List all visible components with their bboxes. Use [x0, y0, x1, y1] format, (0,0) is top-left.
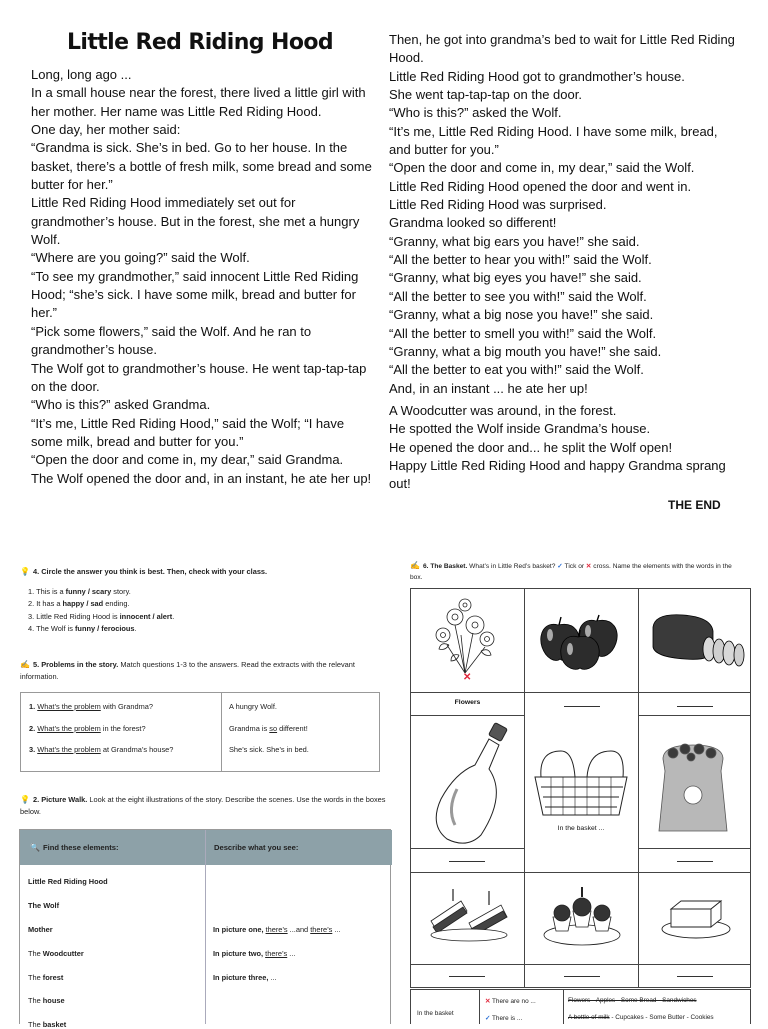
lightbulb-icon: 💡	[20, 795, 30, 804]
description-text: ...	[332, 925, 341, 934]
q5-column-divider	[221, 693, 222, 771]
element-name: forest	[42, 973, 64, 982]
story-paragraph: “All the better to see you with!” said the Wolf.	[389, 288, 647, 304]
q6-heading: ✍ 6. The Basket. What’s in Little Red’s basket? ✓ Tick or ✕ cross. Name the elements with the words in the box.	[410, 561, 732, 581]
q5-question-rest: in the forest?	[100, 724, 146, 733]
picture-description	[213, 949, 295, 958]
q5-question	[29, 724, 146, 733]
story-paragraph: Then, he got into grandma’s bed to wait for Little Red Riding Hood.	[389, 32, 735, 66]
picture-walk-element	[28, 877, 108, 886]
description-keyword: there’s	[310, 925, 333, 934]
q4-item-options[interactable]: happy / sad	[62, 599, 104, 609]
q4-item-text: 1. This is a	[28, 587, 66, 596]
story-paragraph: “To see my grandmother,” said innocent Little Red Riding Hood; “she’s sick. I have some milk, bread and butter for her.”	[31, 268, 359, 321]
basket-items-grid	[410, 588, 751, 988]
magnifier-icon: 🔍	[30, 843, 40, 852]
tick-icon: ✓	[557, 563, 563, 570]
picture-description	[213, 925, 341, 934]
q5-answer-text: different!	[277, 724, 308, 733]
story-paragraph: “Open the door and come in, my dear,” said the Wolf.	[389, 160, 695, 176]
story-paragraph: Little Red Riding Hood got to grandmother’s house.	[389, 68, 685, 84]
answer-blank[interactable]	[677, 976, 713, 977]
sandwiches-illustration	[429, 887, 509, 943]
q5-answer	[229, 745, 309, 754]
story-paragraph: “All the better to hear you with!” said the Wolf.	[389, 252, 652, 268]
answer-blank[interactable]	[564, 976, 600, 977]
cross-icon: ✕	[585, 563, 592, 570]
picture-walk-header	[20, 830, 392, 865]
the-end: THE END	[668, 498, 721, 512]
bread-illustration	[647, 609, 747, 669]
description-text: ...	[287, 949, 296, 958]
story-paragraph: In a small house near the forest, there lived a little girl with her mother. Her name was Little Red Riding Hood.	[31, 85, 366, 119]
word-list-line-1: Flowers - Apples - Some Bread - Sandwiches	[568, 997, 697, 1004]
picture-walk-element	[28, 901, 59, 910]
element-name: Mother	[28, 925, 53, 934]
story-paragraph: Long, long ago ...	[31, 67, 132, 82]
element-name: The Wolf	[28, 901, 60, 910]
q5-answer-text: Grandma is	[229, 724, 270, 733]
story-paragraph: Little Red Riding Hood immediately set out for grandmother’s house. But in the forest, she met a hungry Wolf.	[31, 195, 360, 248]
writing-hand-icon: ✍	[20, 660, 30, 669]
element-name: Woodcutter	[42, 949, 84, 958]
story-paragraph: “All the better to smell you with!” said the Wolf.	[389, 325, 657, 341]
cross-icon: ✕	[485, 998, 491, 1005]
picture-walk-element	[28, 1020, 66, 1029]
story-paragraph: “Open the door and come in, my dear,” said Grandma.	[31, 452, 344, 468]
q5-answer-emphasis: so	[269, 724, 278, 733]
q4-item-options[interactable]: funny / ferocious	[74, 624, 135, 634]
element-name: basket	[42, 1020, 67, 1029]
flowers-illustration	[425, 595, 505, 675]
word-box-row-label: In the basket	[417, 1010, 454, 1017]
story-paragraph: “Who is this?” asked the Wolf.	[389, 105, 562, 121]
q5-number: 2.	[29, 724, 36, 733]
q4-item-text: story.	[111, 587, 131, 596]
story-paragraph: “All the better to eat you with!” said the Wolf.	[389, 362, 644, 378]
q4-item	[28, 598, 174, 610]
element-name: house	[42, 996, 65, 1005]
story-paragraph: “Granny, what a big mouth you have!” she said.	[389, 343, 662, 359]
q5-question-stem: What’s the problem	[37, 702, 101, 711]
tick-icon: ✓	[485, 1015, 491, 1022]
q5-question-stem: What’s the problem	[37, 724, 101, 733]
story-left-column	[31, 66, 376, 488]
story-paragraph: She went tap-tap-tap on the door.	[389, 87, 582, 103]
q4-item-options[interactable]: innocent / alert	[119, 611, 173, 621]
q5-question	[29, 745, 173, 754]
description-text: ...and	[287, 925, 311, 934]
word-box-negative: ✕ There are no ...	[485, 998, 536, 1005]
q5-answer-text: She’s sick. She’s in bed.	[229, 745, 309, 754]
story-paragraph: “Where are you going?” said the Wolf.	[31, 250, 250, 266]
picture-walk-table	[19, 829, 391, 1029]
q5-question-stem: What’s the problem	[37, 745, 101, 754]
picture-walk-element	[28, 996, 65, 1005]
element-prefix: The	[28, 973, 43, 982]
story-paragraph: “Who is this?” asked Grandma.	[31, 397, 211, 413]
q4-item-text: 4. The Wolf is	[28, 624, 75, 634]
story-paragraph: “Granny, what big eyes you have!” she said.	[389, 270, 642, 286]
q4-item-text: ending.	[103, 599, 130, 609]
story-paragraph: A Woodcutter was around, in the forest.	[389, 402, 617, 418]
q4-item	[28, 611, 174, 623]
cupcakes-illustration	[541, 887, 623, 947]
q5-answer	[229, 724, 308, 733]
q4-heading: 💡 4. Circle the answer you think is best. Then, check with your class.	[20, 567, 268, 576]
q5-number: 3.	[29, 745, 36, 754]
apples-illustration	[538, 615, 624, 671]
q5-question-rest: with Grandma?	[100, 702, 153, 711]
description-text: ...	[270, 973, 277, 982]
story-paragraph: “Pick some flowers,” said the Wolf. And he ran to grandmother’s house.	[31, 323, 312, 358]
story-paragraph: “Granny, what big ears you have!” she said.	[389, 233, 640, 249]
basket-label: In the basket ...	[557, 825, 605, 832]
q4-list	[28, 586, 174, 636]
basket-word-box	[410, 989, 751, 1024]
description-start: In picture one,	[213, 925, 266, 934]
answer-blank[interactable]	[449, 861, 485, 862]
description-keyword: there’s	[265, 925, 288, 934]
q5-heading: ✍ 5. Problems in the story. Match questions 1-3 to the answers. Read the extracts with the relevant information.	[20, 660, 355, 681]
flowers-label: Flowers	[454, 699, 481, 706]
writing-hand-icon: ✍	[410, 561, 420, 570]
answer-blank[interactable]	[677, 861, 713, 862]
q4-item-text: .	[134, 624, 137, 634]
story-paragraph: “Granny, what a big nose you have!” she said.	[389, 307, 654, 323]
q4-item-options[interactable]: funny / scary	[65, 587, 112, 596]
element-prefix: The	[28, 949, 43, 958]
flowers-cross-icon: ✕	[463, 672, 472, 683]
q5-answer	[229, 702, 277, 711]
q4-instruction: Circle the answer you think is best. Then, check with your class.	[41, 567, 268, 576]
description-keyword: there’s	[265, 949, 288, 958]
milk-bottle-illustration	[427, 723, 517, 845]
q5-question	[29, 702, 153, 711]
word-box-positive: ✓ There is ...	[485, 1015, 523, 1022]
q4-item	[28, 586, 174, 598]
story-paragraph: The Wolf opened the door and, in an instant, he ate her up!	[31, 470, 372, 486]
picture-walk-divider	[205, 830, 206, 1024]
story-title: Little Red Riding Hood	[66, 30, 333, 55]
answer-blank[interactable]	[677, 706, 713, 707]
answer-blank[interactable]	[449, 976, 485, 977]
describe-heading: Describe what you see:	[214, 843, 299, 852]
story-paragraph: Little Red Riding Hood was surprised.	[389, 197, 607, 213]
picture-walk-element	[28, 925, 53, 934]
story-paragraph: And, in an instant ... he ate her up!	[389, 380, 588, 396]
lightbulb-icon: 💡	[20, 567, 30, 576]
story-paragraph: Grandma looked so different!	[389, 215, 557, 231]
description-start: In picture two,	[213, 949, 266, 958]
story-paragraph: He opened the door and... he split the Wolf open!	[389, 439, 673, 455]
picture-description	[213, 973, 277, 982]
butter-illustration	[661, 895, 731, 939]
q2-heading: 💡 2. Picture Walk. Look at the eight illustrations of the story. Describe the scenes. Use the words in the boxes below.	[20, 795, 386, 816]
story-paragraph: Little Red Riding Hood opened the door and went in.	[389, 178, 692, 194]
q5-answer-text: A hungry Wolf.	[229, 702, 277, 711]
story-right-column	[389, 31, 741, 494]
picture-walk-element	[28, 973, 63, 982]
story-paragraph: One day, her mother said:	[31, 122, 181, 138]
q4-item-text: 2. It has a	[28, 599, 63, 609]
story-paragraph: “It’s me, Little Red Riding Hood,” said the Wolf; “I have some milk, bread and butter for you.”	[31, 415, 345, 449]
answer-blank[interactable]	[564, 706, 600, 707]
q5-number: 1.	[29, 702, 36, 711]
story-paragraph: “It’s me, Little Red Riding Hood. I have some milk, bread, and butter for you.”	[389, 123, 718, 158]
story-paragraph: The Wolf got to grandmother’s house. He went tap-tap-tap on the door.	[31, 360, 367, 394]
word-list-line-2: A bottle of milk - Cupcakes - Some Butter - Cookies	[568, 1014, 714, 1021]
description-start: In picture three,	[213, 973, 271, 982]
q4-item-text: .	[172, 611, 175, 621]
element-prefix: The	[28, 1020, 43, 1029]
q4-item-text: 3. Little Red Riding Hood is	[28, 611, 120, 621]
story-paragraph: Happy Little Red Riding Hood and happy Grandma sprang out!	[389, 457, 726, 492]
story-paragraph: “Grandma is sick. She’s in bed. Go to her house. In the basket, there’s a bottle of fresh milk, some bread and some butter for her.”	[31, 140, 372, 193]
picture-walk-element	[28, 949, 84, 958]
find-elements-heading: 🔍 Find these elements:	[30, 843, 119, 852]
q5-question-rest: at Grandma’s house?	[100, 745, 174, 754]
element-prefix: The	[28, 996, 43, 1005]
q5-match-table	[20, 692, 380, 772]
cookie-bag-illustration	[655, 739, 731, 835]
picnic-basket-illustration	[531, 747, 631, 819]
element-name: Little Red Riding Hood	[28, 877, 108, 886]
story-paragraph: He spotted the Wolf inside Grandma’s house.	[389, 421, 651, 437]
q4-item	[28, 623, 174, 635]
